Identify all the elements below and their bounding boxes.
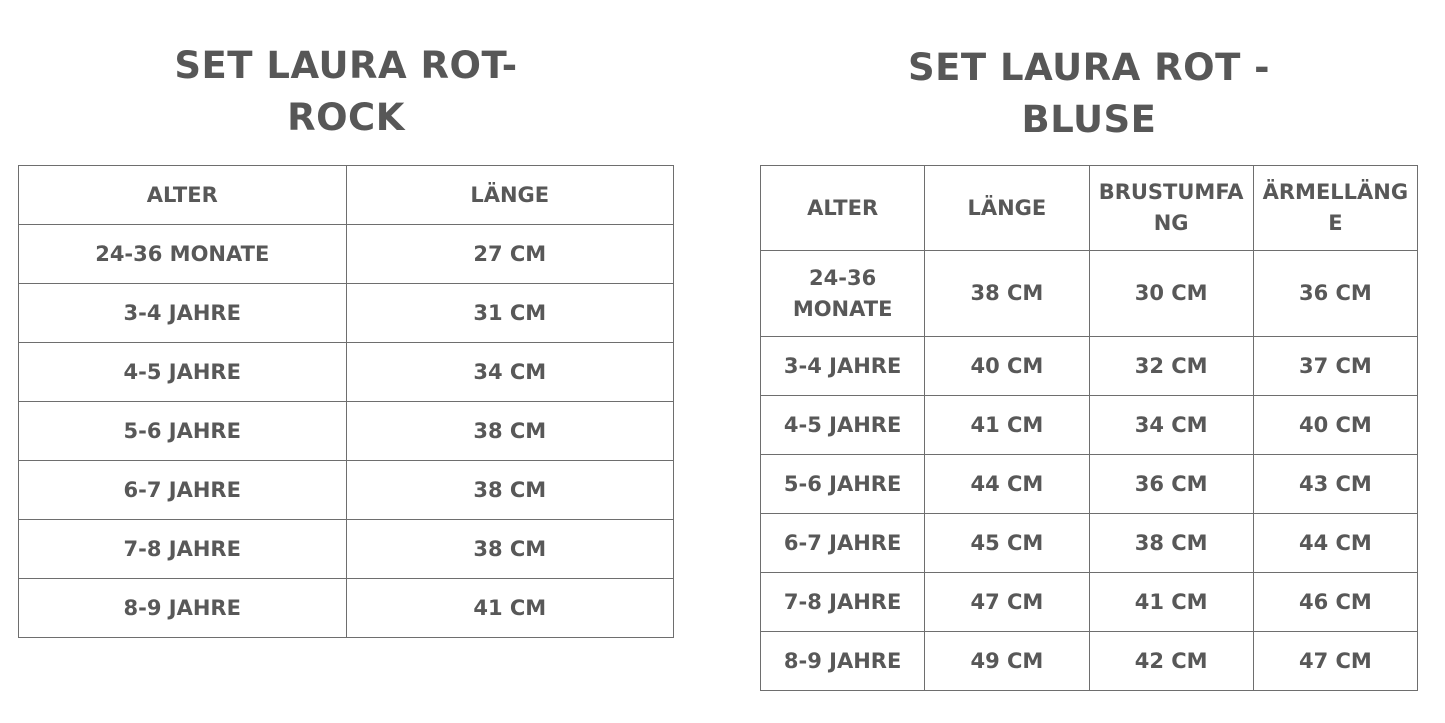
rock-title-line2: ROCK (287, 96, 405, 139)
table-row (761, 455, 1418, 514)
cell-alter: 8-9 JAHRE (19, 579, 347, 638)
cell-aermellaenge: 44 CM (1253, 514, 1417, 573)
table-row (19, 520, 674, 579)
cell-laenge: 40 CM (925, 337, 1089, 396)
cell-laenge: 31 CM (346, 284, 674, 343)
header-cell-alter: ALTER (19, 166, 347, 225)
cell-laenge: 44 CM (925, 455, 1089, 514)
bluse-title-line1: SET LAURA ROT - (907, 46, 1271, 89)
cell-laenge: 34 CM (346, 343, 674, 402)
table-row (761, 337, 1418, 396)
header-cell-brustumfang: BRUSTUMFANG (1089, 166, 1253, 251)
table-row (19, 579, 674, 638)
cell-alter: 3-4 JAHRE (19, 284, 347, 343)
header-cell-alter: ALTER (761, 166, 925, 251)
table-row (761, 632, 1418, 691)
cell-brustumfang: 41 CM (1089, 573, 1253, 632)
header-cell-laenge: LÄNGE (346, 166, 674, 225)
cell-aermellaenge: 43 CM (1253, 455, 1417, 514)
cell-aermellaenge: 40 CM (1253, 396, 1417, 455)
cell-alter: 6-7 JAHRE (761, 514, 925, 573)
table-row (761, 251, 1418, 337)
cell-laenge: 38 CM (925, 251, 1089, 337)
cell-laenge: 27 CM (346, 225, 674, 284)
table-row (19, 284, 674, 343)
cell-alter: 7-8 JAHRE (761, 573, 925, 632)
cell-aermellaenge: 37 CM (1253, 337, 1417, 396)
cell-laenge: 38 CM (346, 461, 674, 520)
table-row (19, 461, 674, 520)
table-row (761, 514, 1418, 573)
cell-brustumfang: 36 CM (1089, 455, 1253, 514)
rock-title (18, 40, 674, 144)
cell-alter: 3-4 JAHRE (761, 337, 925, 396)
table-row (761, 396, 1418, 455)
cell-alter: 5-6 JAHRE (19, 402, 347, 461)
cell-aermellaenge: 36 CM (1253, 251, 1417, 337)
cell-laenge: 49 CM (925, 632, 1089, 691)
table-header-row (761, 166, 1418, 251)
rock-title-line1: SET LAURA ROT- (174, 44, 518, 87)
table-row (19, 343, 674, 402)
cell-alter: 8-9 JAHRE (761, 632, 925, 691)
header-cell-aermellaenge: ÄRMELLÄNGE (1253, 166, 1417, 251)
cell-aermellaenge: 46 CM (1253, 573, 1417, 632)
cell-alter: 4-5 JAHRE (761, 396, 925, 455)
cell-brustumfang: 32 CM (1089, 337, 1253, 396)
table-row (761, 573, 1418, 632)
cell-laenge: 38 CM (346, 520, 674, 579)
cell-alter: 6-7 JAHRE (19, 461, 347, 520)
cell-alter: 5-6 JAHRE (761, 455, 925, 514)
cell-laenge: 38 CM (346, 402, 674, 461)
table-row (19, 225, 674, 284)
cell-aermellaenge: 47 CM (1253, 632, 1417, 691)
table-header-row (19, 166, 674, 225)
cell-alter: 24-36 MONATE (761, 251, 925, 337)
cell-brustumfang: 30 CM (1089, 251, 1253, 337)
cell-laenge: 41 CM (346, 579, 674, 638)
cell-brustumfang: 42 CM (1089, 632, 1253, 691)
cell-laenge: 47 CM (925, 573, 1089, 632)
cell-alter: 7-8 JAHRE (19, 520, 347, 579)
bluse-title (760, 42, 1418, 146)
cell-alter: 4-5 JAHRE (19, 343, 347, 402)
header-cell-laenge: LÄNGE (925, 166, 1089, 251)
table-row (19, 402, 674, 461)
bluse-size-table (760, 165, 1418, 691)
cell-brustumfang: 38 CM (1089, 514, 1253, 573)
bluse-title-line2: BLUSE (1021, 98, 1157, 141)
cell-laenge: 41 CM (925, 396, 1089, 455)
cell-laenge: 45 CM (925, 514, 1089, 573)
rock-size-table (18, 165, 674, 638)
cell-alter: 24-36 MONATE (19, 225, 347, 284)
cell-brustumfang: 34 CM (1089, 396, 1253, 455)
